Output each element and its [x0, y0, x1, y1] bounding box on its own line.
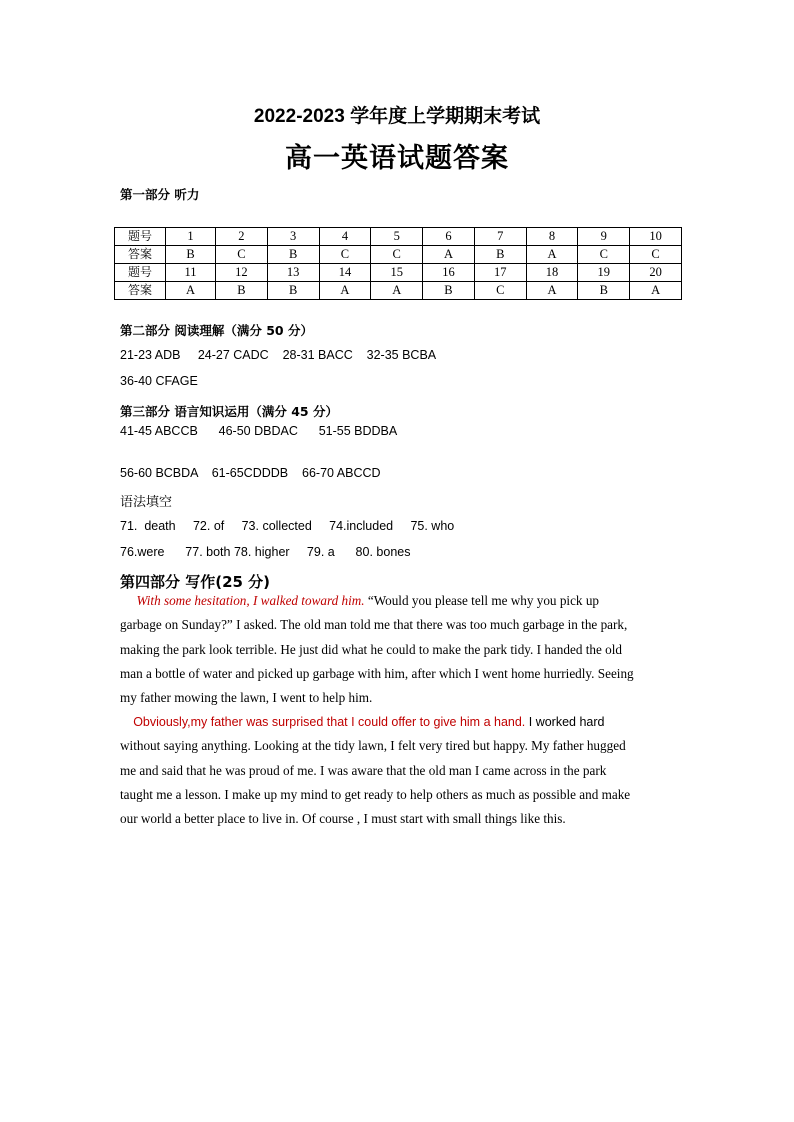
answer-cell: B — [474, 246, 526, 264]
essay-text: “Would you please tell me why you pick up — [364, 593, 600, 608]
essay-given-sentence: With some hesitation, I walked toward him. — [136, 593, 365, 608]
answer-cell: 20 — [630, 264, 682, 282]
answer-cell: 1 — [166, 228, 216, 246]
part4-heading: 第四部分 写作(25 分) — [120, 573, 271, 591]
answer-cell: A — [630, 282, 682, 300]
answer-table-row — [115, 264, 682, 282]
answer-cell: 19 — [578, 264, 630, 282]
essay-paragraph-1 — [120, 589, 680, 710]
grammar-fill-heading: 语法填空 — [120, 495, 173, 510]
answer-cell: B — [216, 282, 268, 300]
grammar-answers-line: 76.were 77. both 78. higher 79. a 80. bones — [120, 545, 411, 559]
answer-cell: C — [319, 246, 371, 264]
essay-given-sentence: Obviously,my father was surprised that I could offer to give him a hand. — [133, 715, 526, 729]
answer-cell: B — [166, 246, 216, 264]
answer-cell: 14 — [319, 264, 371, 282]
answer-cell: 9 — [578, 228, 630, 246]
reading-answers-line: 36-40 CFAGE — [120, 374, 198, 388]
answer-cell: B — [578, 282, 630, 300]
essay-line — [120, 589, 680, 613]
answer-cell: 18 — [526, 264, 578, 282]
answer-cell: 17 — [474, 264, 526, 282]
row-label-cell: 题号 — [115, 228, 166, 246]
essay-line: me and said that he was proud of me. I was aware that the old man I came across in the park — [120, 762, 607, 778]
answer-cell: 6 — [423, 228, 475, 246]
answer-cell: 5 — [371, 228, 423, 246]
grammar-answers-line: 71. death 72. of 73. collected 74.included 75. who — [120, 519, 455, 533]
answer-cell: A — [423, 246, 475, 264]
answer-cell: C — [216, 246, 268, 264]
answer-cell: C — [630, 246, 682, 264]
essay-line: my father mowing the lawn, I went to help him. — [120, 690, 373, 706]
answer-cell: 3 — [267, 228, 319, 246]
answer-cell: A — [319, 282, 371, 300]
answer-cell: 13 — [267, 264, 319, 282]
answer-cell: 16 — [423, 264, 475, 282]
answer-cell: C — [578, 246, 630, 264]
answer-table-row — [115, 246, 682, 264]
reading-answers-line: 21-23 ADB 24-27 CADC 28-31 BACC 32-35 BCBA — [120, 348, 437, 362]
answer-cell: C — [371, 246, 423, 264]
essay-line: taught me a lesson. I make up my mind to get ready to help others as much as possible and make — [120, 786, 631, 802]
essay-line: man a bottle of water and picked up garbage with him, after which I went home hurriedly. Seeing — [120, 665, 634, 681]
essay-line: without saying anything. Looking at the tidy lawn, I felt very tired but happy. My father hugged — [120, 738, 626, 754]
row-label-cell: 答案 — [115, 282, 166, 300]
cloze-answers-line: 41-45 ABCCB 46-50 DBDAC 51-55 BDDBA — [120, 424, 398, 438]
answer-cell: 12 — [216, 264, 268, 282]
answer-cell: A — [526, 246, 578, 264]
listening-answer-table — [114, 227, 682, 300]
essay-line: garbage on Sunday?” I asked. The old man told me that there was too much garbage in the park, — [120, 617, 628, 633]
answer-table-row — [115, 228, 682, 246]
answer-cell: 10 — [630, 228, 682, 246]
answer-cell: 4 — [319, 228, 371, 246]
answer-cell: 15 — [371, 264, 423, 282]
answer-cell: 11 — [166, 264, 216, 282]
answer-cell: B — [267, 282, 319, 300]
answer-title: 高一英语试题答案 — [285, 143, 509, 174]
essay-text: I worked hard — [525, 715, 605, 729]
row-label-cell: 答案 — [115, 246, 166, 264]
essay-line: our world a better place to live in. Of course , I must start with small things like this. — [120, 811, 566, 827]
essay-line — [120, 710, 680, 734]
answer-cell: A — [166, 282, 216, 300]
cloze-answers-line: 56-60 BCBDA 61-65CDDDB 66-70 ABCCD — [120, 466, 381, 480]
answer-cell: B — [423, 282, 475, 300]
row-label-cell: 题号 — [115, 264, 166, 282]
exam-title: 2022-2023 学年度上学期期末考试 — [253, 106, 541, 127]
answer-table-row — [115, 282, 682, 300]
part2-heading: 第二部分 阅读理解（满分 50 分） — [120, 323, 313, 338]
answer-cell: A — [526, 282, 578, 300]
answer-cell: B — [267, 246, 319, 264]
answer-cell: 7 — [474, 228, 526, 246]
answer-cell: 8 — [526, 228, 578, 246]
answer-cell: A — [371, 282, 423, 300]
essay-line: making the park look terrible. He just did what he could to make the park tidy. I handed the old — [120, 641, 622, 657]
part1-heading: 第一部分 听力 — [120, 187, 200, 202]
essay-paragraph-2 — [120, 710, 680, 831]
answer-cell: C — [474, 282, 526, 300]
part3-heading: 第三部分 语言知识运用（满分 45 分） — [120, 404, 338, 419]
answer-cell: 2 — [216, 228, 268, 246]
